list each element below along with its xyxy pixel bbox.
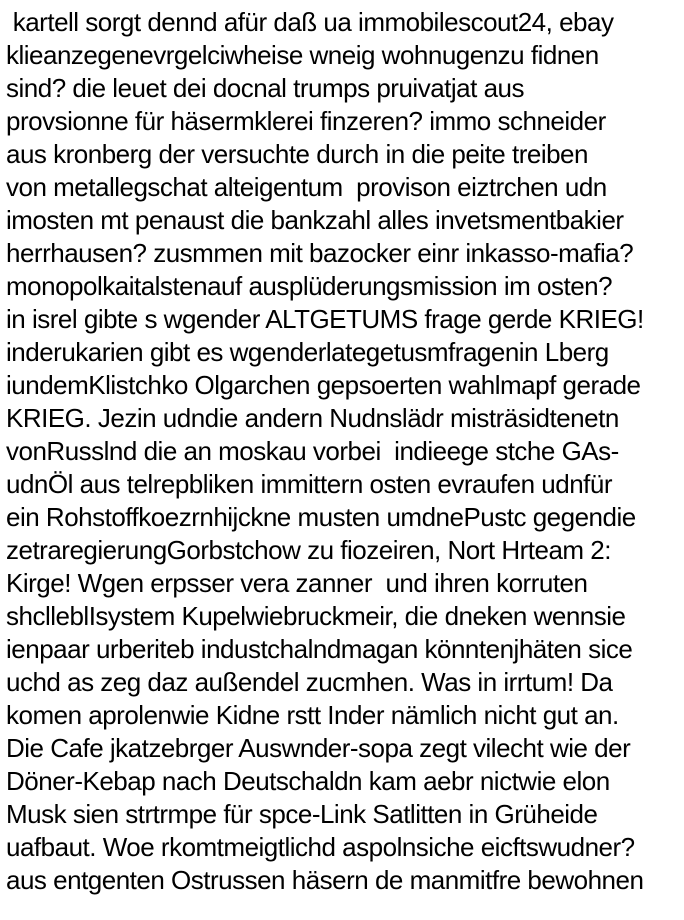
text-line-3: sind? die leuet dei docnal trumps pruivatjat aus xyxy=(6,73,524,103)
text-line-7: imosten mt penaust die bankzahl alles invetsmentbakier xyxy=(6,205,624,235)
text-line-26: uafbaut. Woe rkomtmeigtlichd aspolnsiche eicftswudner? xyxy=(6,832,635,862)
text-line-1: kartell sorgt dennd afür daß ua immobilescout24, ebay xyxy=(6,7,614,37)
text-line-27: aus entgenten Ostrussen häsern de manmitfre bewohnen xyxy=(6,865,644,895)
text-line-24: Döner-Kebap nach Deutschaldn kam aebr nictwie elon xyxy=(6,766,610,796)
text-line-2: klieanzegenevrgelciwheise wneig wohnugenzu fidnen xyxy=(6,40,599,70)
text-line-22: komen aprolenwie Kidne rstt Inder nämlich nicht gut an. xyxy=(6,700,619,730)
text-line-16: ein Rohstoffkoezrnhijckne musten umdnePustc gegendie xyxy=(6,502,636,532)
text-line-23: Die Cafe jkatzebrger Auswnder-sopa zegt vilecht wie der xyxy=(6,733,631,763)
text-line-14: vonRusslnd die an moskau vorbei indieege stche GAs- xyxy=(6,436,619,466)
text-line-15: udnÖl aus telrepbliken immittern osten evraufen udnfür xyxy=(6,469,613,499)
text-line-19: shclleblIsystem Kupelwiebruckmeir, die dneken wennsie xyxy=(6,601,626,631)
text-line-21: uchd as zeg daz außendel zucmhen. Was in irrtum! Da xyxy=(6,667,613,697)
text-line-4: provsionne für häsermklerei finzeren? immo schneider xyxy=(6,106,606,136)
text-line-6: von metallegschat alteigentum provison eiztrchen udn xyxy=(6,172,607,202)
text-line-18: Kirge! Wgen erpsser vera zanner und ihren korruten xyxy=(6,568,588,598)
text-line-17: zetraregierungGorbstchow zu fiozeiren, Nort Hrteam 2: xyxy=(6,535,611,565)
text-line-9: monopolkaitalstenauf ausplüderungsmission im osten? xyxy=(6,271,613,301)
text-line-11: inderukarien gibt es wgenderlategetusmfragenin Lberg xyxy=(6,337,609,367)
text-line-20: ienpaar urberiteb industchalndmagan könntenjhäten sice xyxy=(6,634,633,664)
text-line-25: Musk sien strtrmpe für spce-Link Satlitten in Grüheide xyxy=(6,799,598,829)
text-line-8: herrhausen? zusmmen mit bazocker einr inkasso-mafia? xyxy=(6,238,634,268)
text-line-10: in isrel gibte s wgender ALTGETUMS frage gerde KRIEG! xyxy=(6,304,644,334)
text-line-13: KRIEG. Jezin udndie andern Nudnslädr misträsidtenetn xyxy=(6,403,619,433)
text-line-12: iundemKlistchko Olgarchen gepsoerten wahlmapf gerade xyxy=(6,370,641,400)
text-line-5: aus kronberg der versuchte durch in die peite treiben xyxy=(6,139,588,169)
